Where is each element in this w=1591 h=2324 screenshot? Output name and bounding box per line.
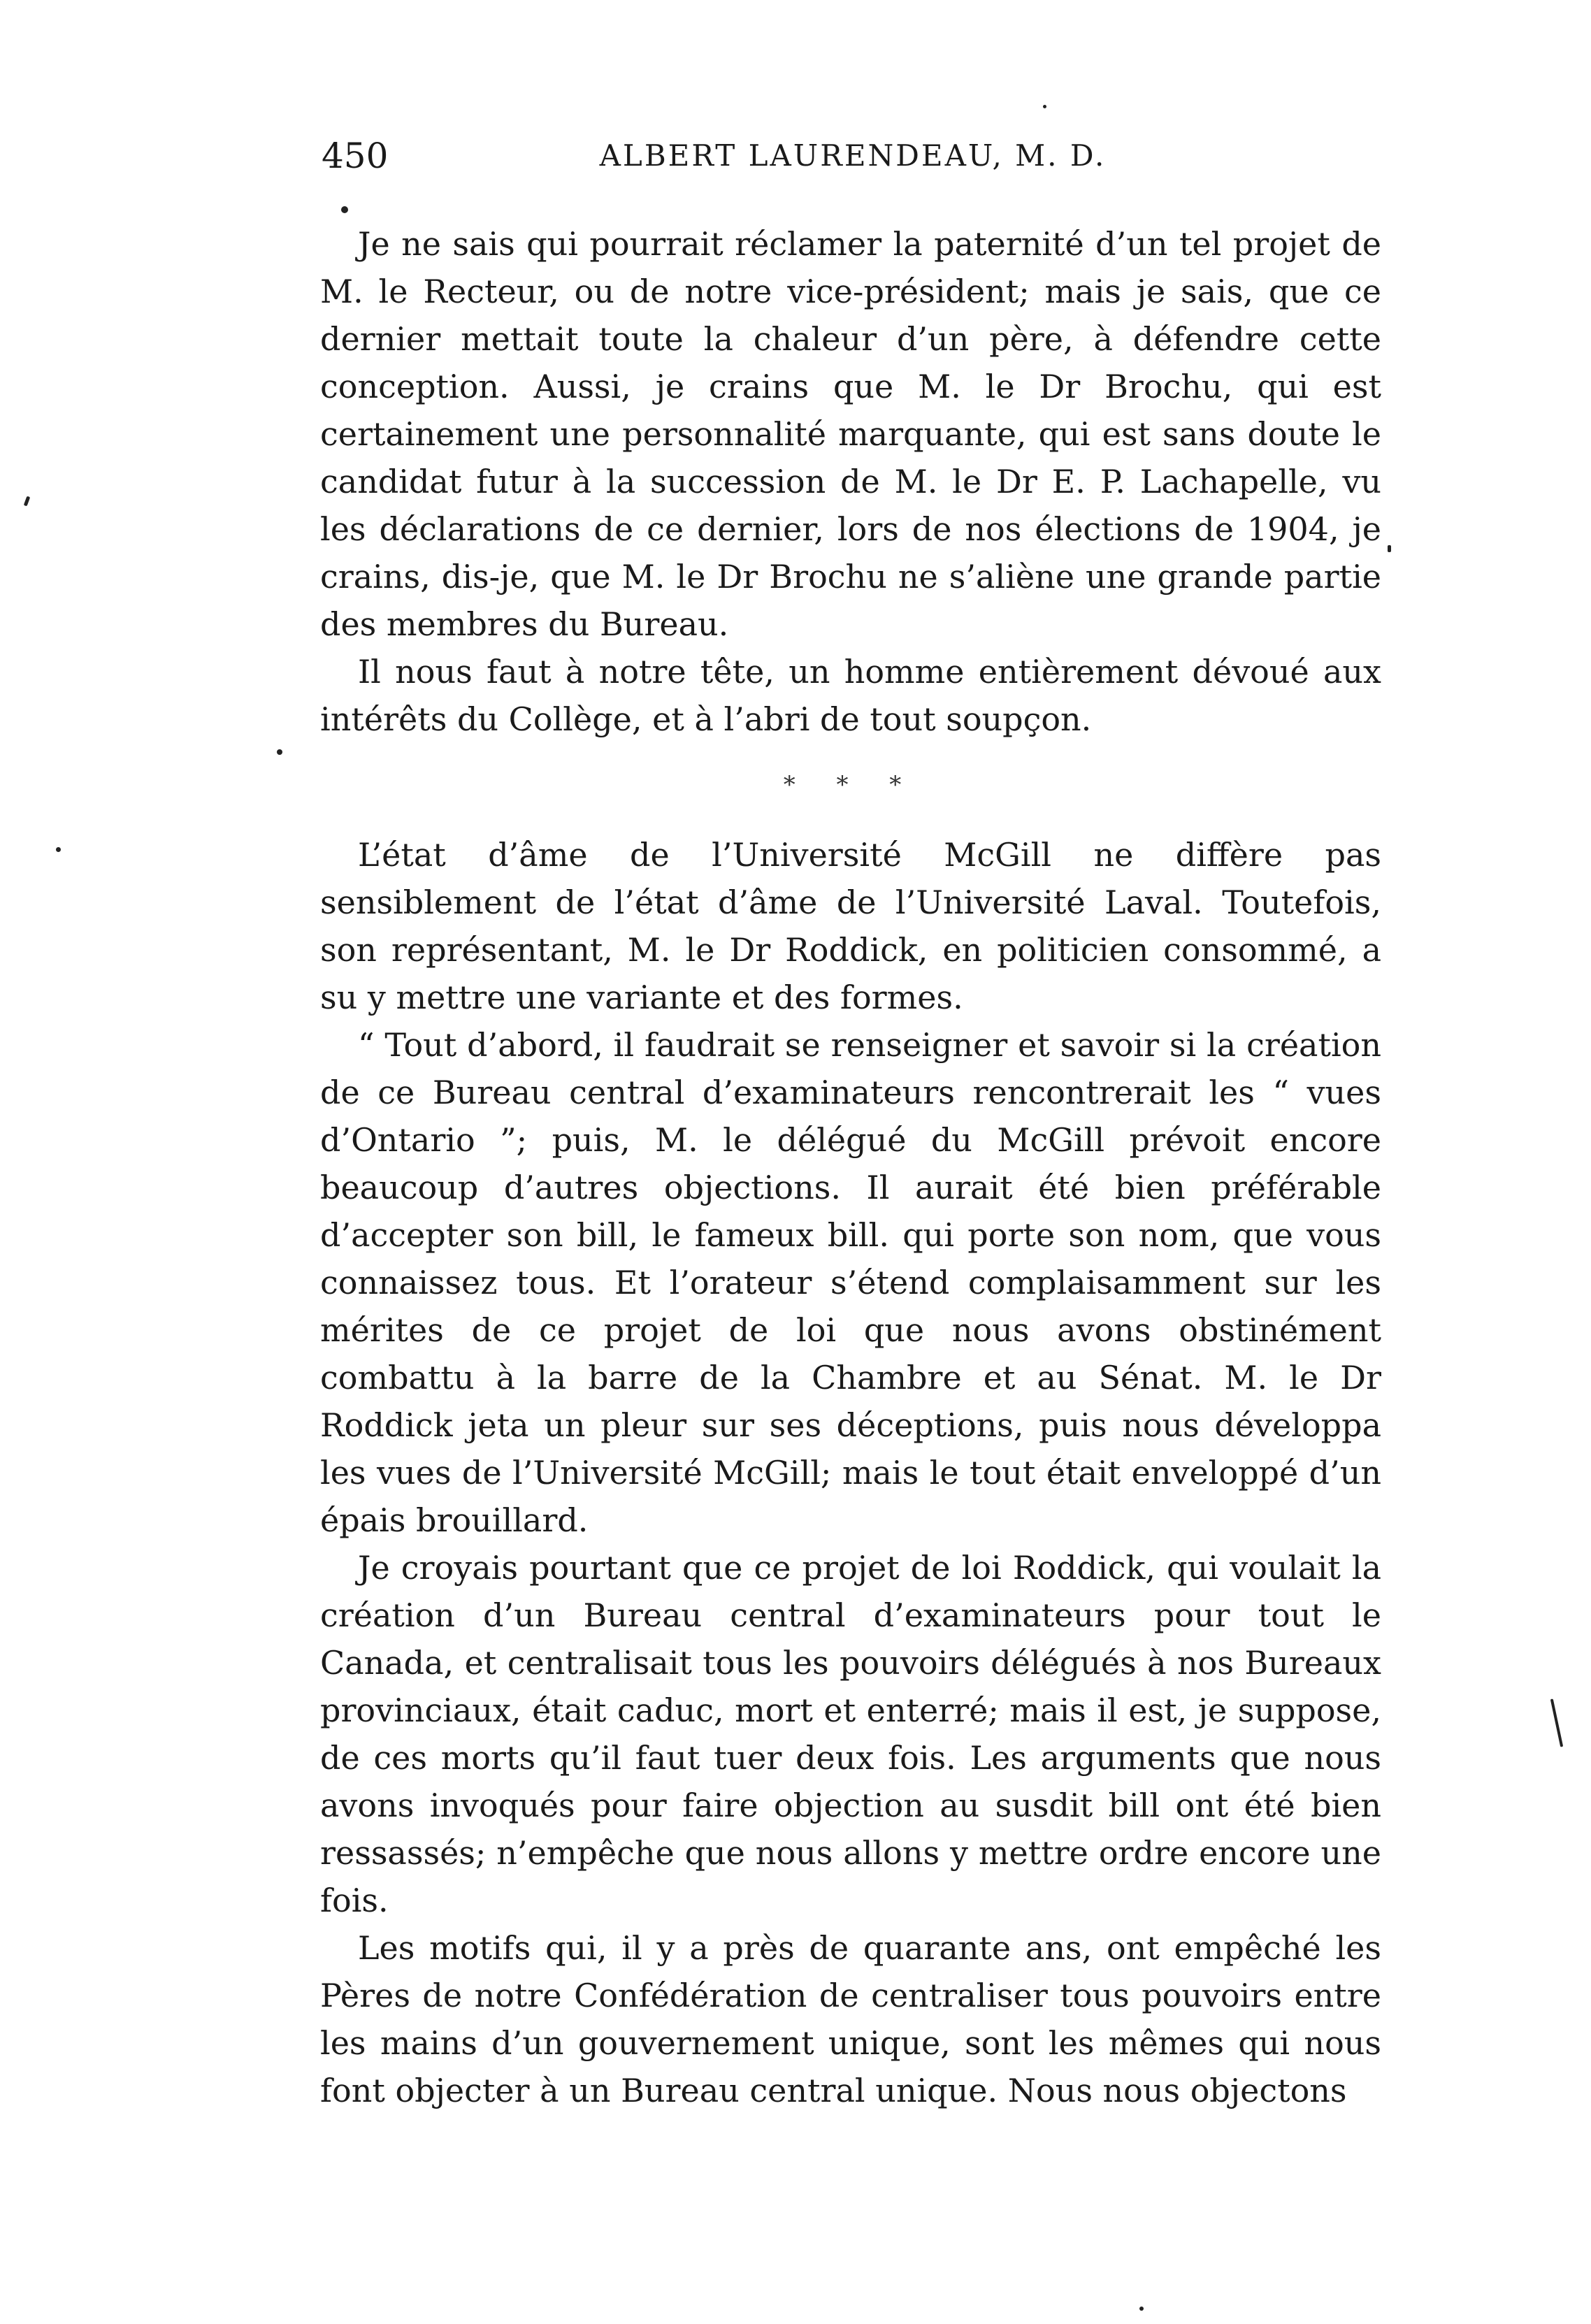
paragraph: Les motifs qui, il y a près de quarante ans, ont empêché les Pères de notre Confédération de centraliser tous pouvoirs entre les mains d’un gouvernement unique, sont les mêmes qui nous font objecter à un Bureau central unique. Nous nous objectons xyxy=(320,1929,1381,2109)
page-number: 450 xyxy=(322,136,389,176)
paragraph: L’état d’âme de l’Université McGill ne diffère pas sensiblement de l’état d’âme de l’Université Laval. Toutefois, son représentant, M. le Dr Roddick, en politicien consommé, a su y mettre une variante et des formes. xyxy=(320,836,1381,1016)
paragraph: Je croyais pourtant que ce projet de loi Roddick, qui voulait la création d’un Bureau central d’examinateurs pour tout le Canada, et centralisait tous les pouvoirs délégués à nos Bureaux provinciaux, était caduc, mort et enterré; mais il est, je suppose, de ces morts qu’il faut tuer deux fois. Les arguments que nous avons invoqués pour faire objection au susdit bill ont été bien ressassés; n’empêche que nous allons y mettre ordre encore une fois. xyxy=(320,1549,1381,1919)
scan-speck xyxy=(277,749,282,755)
paragraph: Il nous faut à notre tête, un homme entièrement dévoué aux intérêts du Collège, et à l’abri de tout soupçon. xyxy=(320,653,1381,738)
scan-speck xyxy=(1139,2307,1144,2311)
paragraph: Je ne sais qui pourrait réclamer la paternité d’un tel projet de M. le Recteur, ou de notre vice-président; mais je sais, que ce dernier mettait toute la chaleur d’un père, à défendre cette conception. Aussi, je crains que M. le Dr Brochu, qui est certainement une personnalité marquante, qui est sans doute le candidat futur à la succession de M. le Dr E. P. Lachapelle, vu les déclarations de ce dernier, lors de nos élections de 1904, je crains, dis-je, que M. le Dr Brochu ne s’aliène une grande partie des membres du Bureau. xyxy=(320,225,1381,643)
scan-speck xyxy=(341,206,348,213)
section-separator: * * * xyxy=(783,771,919,799)
running-head: ALBERT LAURENDEAU, M. D. xyxy=(599,138,1107,173)
page-header xyxy=(322,131,1384,180)
scan-speck xyxy=(1550,1698,1563,1747)
scan-speck xyxy=(1388,545,1391,552)
page-body xyxy=(320,220,1381,2114)
scan-speck xyxy=(24,496,30,507)
scan-speck xyxy=(1043,105,1046,108)
paragraph: “ Tout d’abord, il faudrait se renseigner et savoir si la création de ce Bureau central d’examinateurs rencontrerait les “ vues d’Ontario ”; puis, M. le délégué du McGill prévoit encore beaucoup d’autres objections. Il aurait été bien préférable d’accepter son bill, le fameux bill. qui porte son nom, que vous connaissez tous. Et l’orateur s’étend complaisamment sur les mérites de ce projet de loi que nous avons obstinément combattu à la barre de la Chambre et au Sénat. M. le Dr Roddick jeta un pleur sur ses déceptions, puis nous développa les vues de l’Université McGill; mais le tout était enveloppé d’un épais brouillard. xyxy=(320,1026,1381,1539)
scan-speck xyxy=(56,847,61,852)
